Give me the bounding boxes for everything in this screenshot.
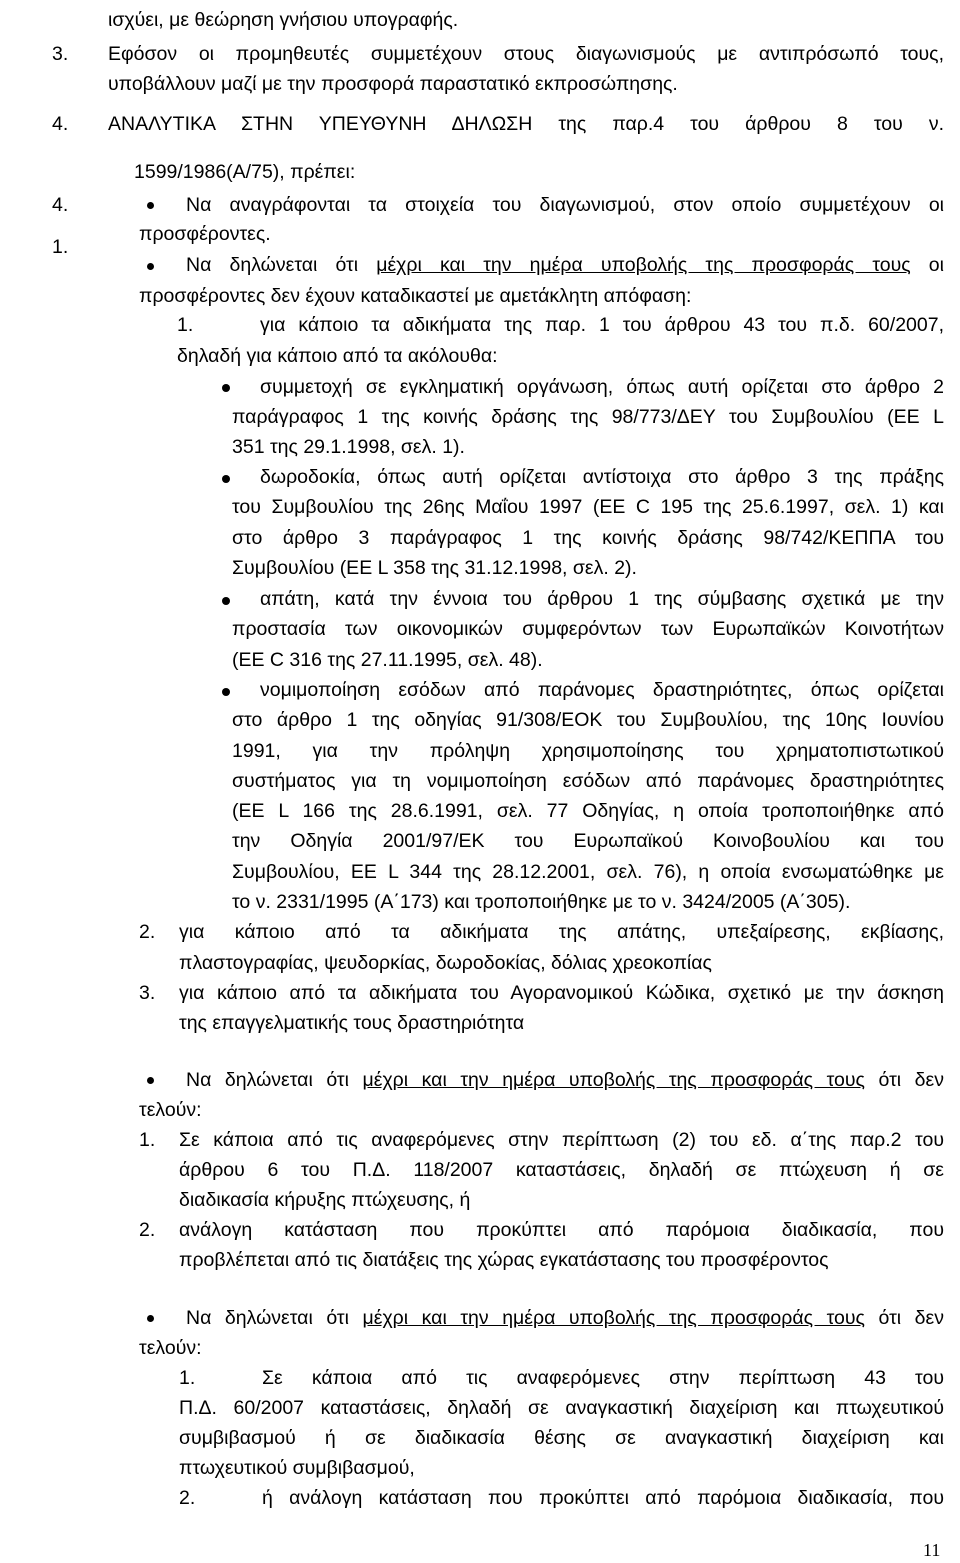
text-line: Σε κάποια από τις αναφερόμενες στην περίπτωση 43 του <box>262 1367 944 1389</box>
text-line: διαδικασία κήρυξης πτώχευσης, ή <box>179 1189 471 1211</box>
text-line: δωροδοκία, όπως αυτή ορίζεται αντίστοιχα στο άρθρο 3 της πράξης <box>260 466 944 488</box>
bullet-icon <box>147 1077 154 1084</box>
text-line: (ΕΕ C 316 της 27.11.1995, σελ. 48). <box>232 649 543 671</box>
text-line: στο άρθρο 1 της οδηγίας 91/308/ΕΟΚ του Συμβουλίου, της 10ης Ιουνίου <box>232 709 944 731</box>
text-line: Συμβουλίου, ΕΕ L 344 της 28.12.2001, σελ. 76), η οποία ενσωματώθηκε με <box>232 861 944 883</box>
text-line: πλαστογραφίας, ψευδορκίας, δωροδοκίας, δόλιας χρεοκοπίας <box>179 952 712 974</box>
bullet-icon <box>147 263 154 270</box>
list-number: 1. <box>139 1129 156 1151</box>
text-line: Να αναγράφονται τα στοιχεία του διαγωνισμού, στον οποίο συμμετέχουν οι <box>186 194 944 216</box>
list-number: 2. <box>139 921 156 943</box>
list-number: 4. <box>52 113 69 135</box>
text-line: ή ανάλογη κατάσταση που προκύπτει από παρόμοια διαδικασία, που <box>262 1487 944 1509</box>
text-line: Συμβουλίου (ΕΕ L 358 της 31.12.1998, σελ. 2). <box>232 557 637 579</box>
text-line: για κάποιο από τα αδικήματα της απάτης, υπεξαίρεσης, εκβίασης, <box>179 921 944 943</box>
section-heading: ΑΝΑΛΥΤΙΚΑ ΣΤΗΝ ΥΠΕΥΘΥΝΗ ΔΗΛΩΣΗ της παρ.4 του άρθρου 8 του ν. <box>108 113 944 135</box>
text-line: συμβιβασμού ή σε διαδικασία θέσης σε αναγκαστική διαχείριση και <box>179 1427 944 1449</box>
text-line: δηλαδή για κάποιο από τα ακόλουθα: <box>177 345 498 367</box>
bullet-icon <box>222 688 230 696</box>
text-line: την Οδηγία 2001/97/ΕΚ του Ευρωπαϊκού Κοινοβουλίου και του <box>232 830 944 852</box>
text-line: νομιμοποίηση εσόδων από παράνομες δραστηριότητες, όπως ορίζεται <box>260 679 944 701</box>
text-line: Σε κάποια από τις αναφερόμενες στην περίπτωση (2) του εδ. α΄της παρ.2 του <box>179 1129 944 1151</box>
page-number: 11 <box>923 1540 941 1560</box>
underlined-phrase: μέχρι και την ημέρα υποβολής της προσφοράς τους <box>362 1069 865 1091</box>
text-line: 351 της 29.1.1998, σελ. 1). <box>232 436 465 458</box>
text-line: το ν. 2331/1995 (Α΄173) και τροποποιήθηκε με το ν. 3424/2005 (Α΄305). <box>232 891 851 913</box>
text-line: στο άρθρο 3 παράγραφος 1 της κοινής δράσης 98/742/ΚΕΠΠΑ του <box>232 527 944 549</box>
text-line: απάτη, κατά την έννοια του άρθρου 1 της σύμβασης σχετικά με την <box>260 588 944 610</box>
underlined-phrase: μέχρι και την ημέρα υποβολής της προσφοράς τους <box>362 1307 865 1329</box>
list-number: 3. <box>139 982 156 1004</box>
bullet-icon <box>147 202 154 209</box>
text-line: προβλέπεται από τις διατάξεις της χώρας εγκατάστασης του προσφέροντος <box>179 1249 829 1271</box>
bullet-icon <box>222 475 230 483</box>
text-line: προσφέροντες δεν έχουν καταδικαστεί με αμετάκλητη απόφαση: <box>139 285 692 307</box>
list-number: 1. <box>179 1367 196 1389</box>
text-line: τελούν: <box>139 1337 202 1359</box>
text-line: ισχύει, με θεώρηση γνήσιου υπογραφής. <box>108 9 459 31</box>
text-line: του Συμβουλίου της 26ης Μαΐου 1997 (ΕΕ C 195 της 25.6.1997, σελ. 1) και <box>232 496 944 518</box>
bullet-icon <box>222 597 230 605</box>
list-number: 1. <box>52 236 69 258</box>
list-number: 2. <box>179 1487 196 1509</box>
text-line: (ΕΕ L 166 της 28.6.1991, σελ. 77 Οδηγίας, η οποία τροποποιήθηκε από <box>232 800 944 822</box>
text-line: Να δηλώνεται ότι μέχρι και την ημέρα υποβολής της προσφοράς τους οι <box>186 254 944 276</box>
underlined-phrase: μέχρι και την ημέρα υποβολής της προσφοράς τους <box>376 254 911 276</box>
text-line: 1599/1986(Α/75), πρέπει: <box>134 161 356 183</box>
text-line: συστήματος για τη νομιμοποίηση εσόδων από παράνομες δραστηριότητες <box>232 770 944 792</box>
text-line: της επαγγελματικής τους δραστηριότητα <box>179 1012 525 1034</box>
text-line: πτωχευτικού συμβιβασμού, <box>179 1457 415 1479</box>
text-line: Π.Δ. 60/2007 καταστάσεις, δηλαδή σε αναγκαστική διαχείριση και πτωχευτικού <box>179 1397 944 1419</box>
list-number: 1. <box>177 314 194 336</box>
text-line: προσφέροντες. <box>139 223 271 245</box>
bullet-icon <box>147 1315 154 1322</box>
text-line: Να δηλώνεται ότι μέχρι και την ημέρα υποβολής της προσφοράς τους ότι δεν <box>186 1069 944 1091</box>
text-line: παράγραφος 1 της κοινής δράσης της 98/773/ΔΕΥ του Συμβουλίου (ΕΕ L <box>232 406 944 428</box>
text-line: Εφόσον οι προμηθευτές συμμετέχουν στους διαγωνισμούς με αντιπρόσωπό τους, <box>108 43 944 65</box>
list-number: 2. <box>139 1219 156 1241</box>
text-line: υποβάλλουν μαζί με την προσφορά παραστατικό εκπροσώπησης. <box>108 73 678 95</box>
text-line: για κάποιο τα αδικήματα της παρ. 1 του άρθρου 43 του π.δ. 60/2007, <box>260 314 944 336</box>
bullet-icon <box>222 384 230 392</box>
text-line: προστασία των οικονομικών συμφερόντων των Ευρωπαϊκών Κοινοτήτων <box>232 618 944 640</box>
text-line: 1991, για την πρόληψη χρησιμοποίησης του χρηματοπιστωτικού <box>232 740 944 762</box>
text-line: άρθρου 6 του Π.Δ. 118/2007 καταστάσεις, δηλαδή σε πτώχευση ή σε <box>179 1159 944 1181</box>
text-line: ανάλογη κατάσταση που προκύπτει από παρόμοια διαδικασία, που <box>179 1219 944 1241</box>
text-line: Να δηλώνεται ότι μέχρι και την ημέρα υποβολής της προσφοράς τους ότι δεν <box>186 1307 944 1329</box>
text-line: τελούν: <box>139 1099 202 1121</box>
text-line: συμμετοχή σε εγκληματική οργάνωση, όπως αυτή ορίζεται στο άρθρο 2 <box>260 376 944 398</box>
text-line: για κάποιο από τα αδικήματα του Αγορανομικού Κώδικα, σχετικό με την άσκηση <box>179 982 944 1004</box>
list-number: 3. <box>52 43 69 65</box>
list-number: 4. <box>52 194 69 216</box>
